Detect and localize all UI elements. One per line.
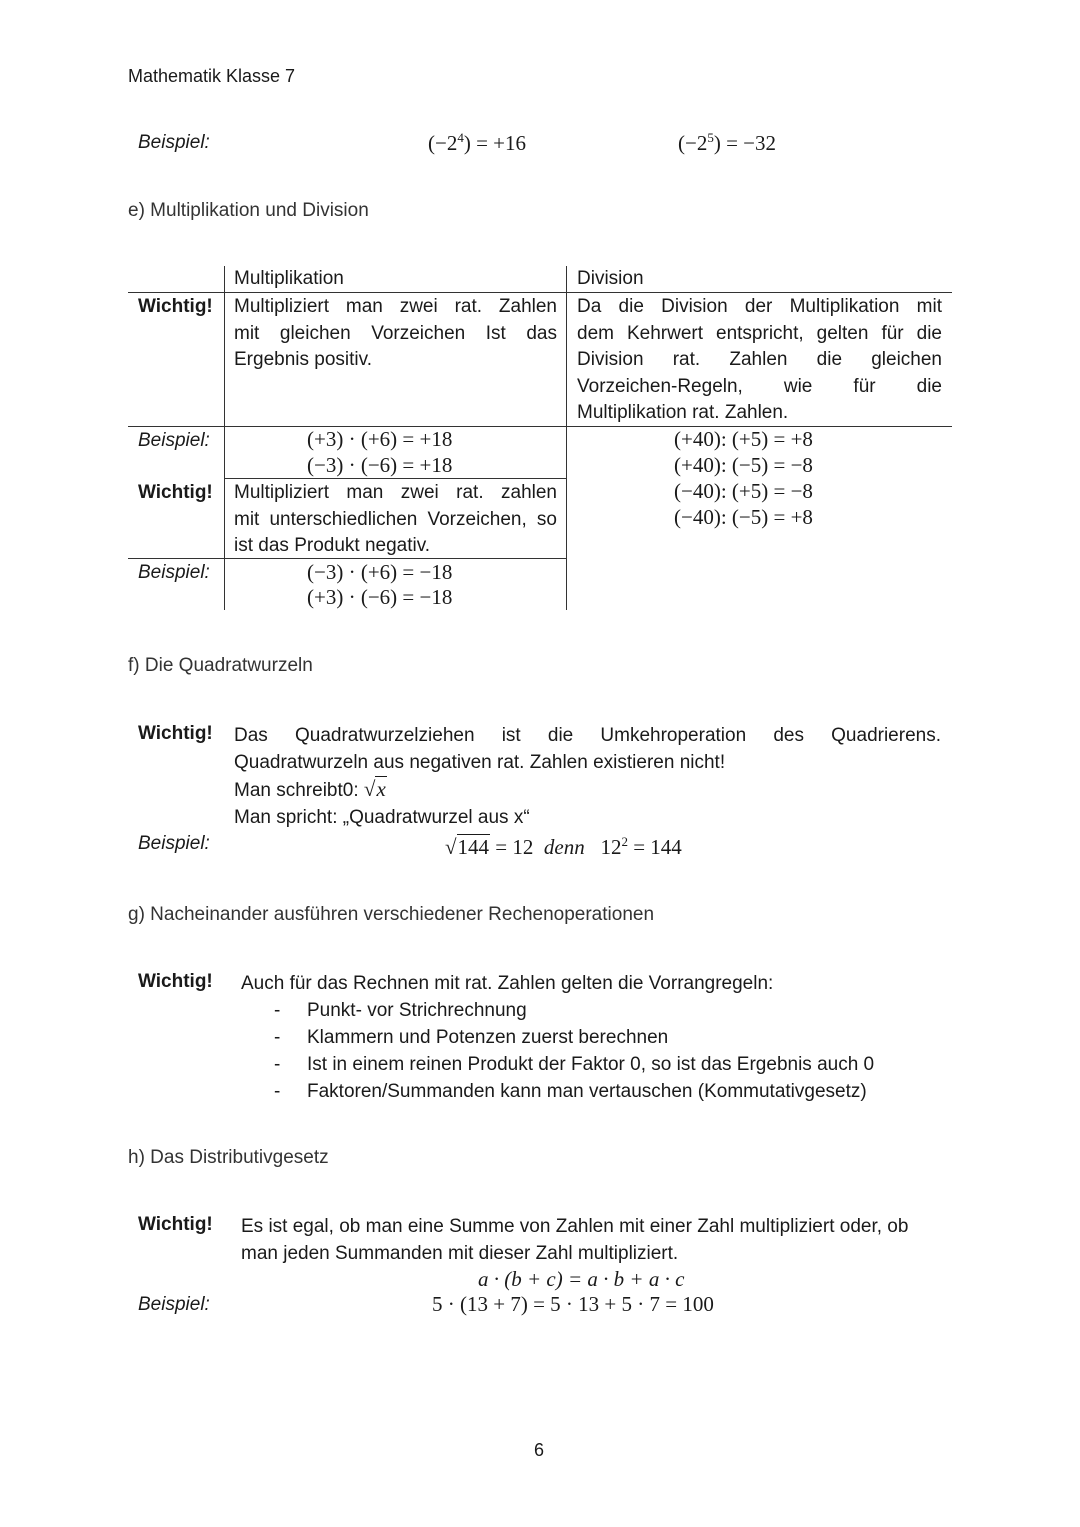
wichtig-label-e1: Wichtig! [138,296,213,317]
beispiel-label-h: Beispiel: [138,1294,210,1315]
section-e-heading: e) Multiplikation und Division [128,200,369,221]
table-vline-2 [566,266,567,610]
table-header-multiplikation: Multiplikation [234,268,344,289]
list-item: - Ist in einem reinen Produkt der Faktor 0, so ist das Ergebnis auch 0 [241,1051,874,1078]
wichtig-label-f: Wichtig! [138,723,213,744]
wichtig-label-h: Wichtig! [138,1214,213,1235]
mult-rule-different-sign: Multipliziert man zwei rat. zahlen mit unterschiedlichen Vorzeichen, so ist das Produkt negativ. [234,482,557,556]
list-item: - Klammern und Potenzen zuerst berechnen [241,1024,874,1051]
div-example-2: (+40): (−5) = −8 [674,453,813,477]
beispiel-label-e1: Beispiel: [138,430,210,451]
list-item: - Punkt- vor Strichrechnung [241,997,874,1024]
table-hline-mult-ex1 [224,478,566,479]
div-example-3: (−40): (+5) = −8 [674,479,813,503]
vorrangregeln-list [241,997,874,1105]
mult-rule-same-sign: Multipliziert man zwei rat. Zahlen mit gleichen Vorzeichen Ist das Ergebnis positiv. [234,296,557,370]
div-example-1: (+40): (+5) = +8 [674,427,813,451]
sqrt-symbol: √x [363,777,386,801]
mult-example-3: (−3) · (+6) = −18 [307,560,453,584]
distributiv-example: 5 · (13 + 7) = 5 · 13 + 5 · 7 = 100 [432,1292,714,1316]
section-g-heading: g) Nacheinander ausführen verschiedener Rechenoperationen [128,904,655,925]
vorrangregeln-block [241,970,874,1105]
wichtig-label-g: Wichtig! [138,971,213,992]
table-header-division: Division [577,268,644,289]
div-rule: Da die Division der Multiplikation mit dem Kehrwert entspricht, gelten für die Division rat. Zahlen die gleichen Vorzeichen-Regeln, wie für die Multiplikation rat. Zahlen. [577,296,942,423]
power-example-2: $(-2^5) = -32$ [678,130,777,155]
div-example-4: (−40): (−5) = +8 [674,505,813,529]
beispiel-label-f: Beispiel: [138,833,210,854]
distributiv-formula: a · (b + c) = a · b + a · c [478,1267,685,1291]
page-number: 6 [534,1440,545,1460]
sqrt-rule-text: Das Quadratwurzelziehen ist die Umkehroperation des Quadrierens. Quadratwurzeln aus negativen rat. Zahlen existieren nicht! Man schreibt0: √x Man spricht: „Quadratwurzel aus x“ [234,725,941,828]
distributiv-rule-text: Es ist egal, ob man eine Summe von Zahlen mit einer Zahl multipliziert oder, ob man jeden Summanden mit dieser Zahl multipliziert. [241,1216,909,1264]
section-h-heading: h) Das Distributivgesetz [128,1147,329,1168]
mult-example-2: (−3) · (−6) = +18 [307,453,453,477]
beispiel-label-powers: Beispiel: [138,132,210,153]
power-example-1: $(-2^4) = +16$ [428,130,527,155]
mult-example-4: (+3) · (−6) = −18 [307,585,453,609]
vorrangregeln-intro: Auch für das Rechnen mit rat. Zahlen gelten die Vorrangregeln: [241,973,774,994]
wichtig-label-e2: Wichtig! [138,482,213,503]
sqrt-notation-line: Man schreibt0: √x [234,777,386,801]
section-f-heading: f) Die Quadratwurzeln [128,655,313,676]
page-header-title: Mathematik Klasse 7 [128,66,296,86]
beispiel-label-e2: Beispiel: [138,562,210,583]
sqrt-example: √144 = 12 denn $12^2 = 144$ [445,834,682,859]
list-item: - Faktoren/Summanden kann man vertauschen (Kommutativgesetz) [241,1078,874,1105]
mult-example-1: (+3) · (+6) = +18 [307,427,453,451]
